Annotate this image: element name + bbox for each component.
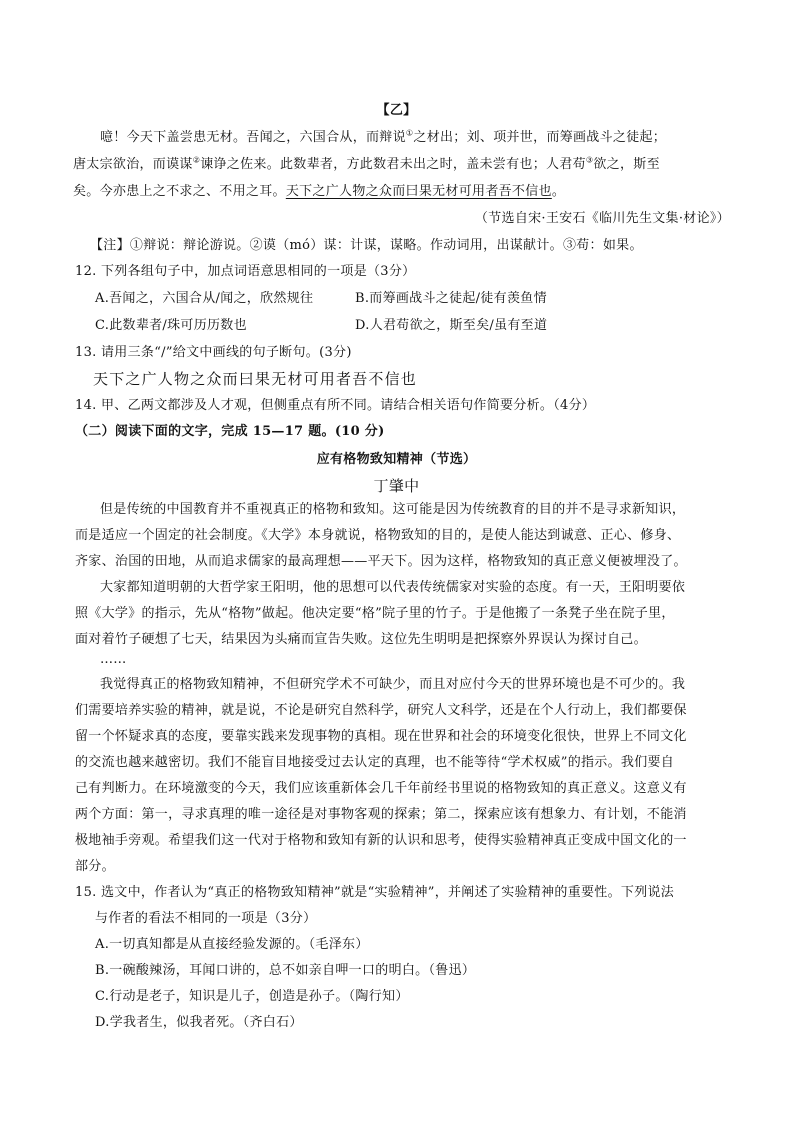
question-15-line-2: 与作者的看法不相同的一项是（3分） [95, 911, 317, 926]
para2-line-1: 大家都知道明朝的大哲学家王阳明，他的思想可以代表传统儒家对实验的态度。有一天，王阳明要依 [100, 580, 686, 595]
passage-text: 之材出；刘、项并世，而筹画战斗之徒起； [413, 130, 667, 145]
article-author: 丁肇中 [373, 477, 420, 495]
passage-text: 谏诤之佐来。此数辈者，方此数君未出之时，盖未尝有也；人君苟 [200, 157, 586, 172]
option-15-b: B.一碗酸辣汤，耳闻口讲的，总不如亲自呷一口的明白。（鲁迅） [95, 963, 476, 978]
question-12: 12. 下列各组句子中，加点词语意思相同的一项是（3分） [75, 264, 416, 279]
option-12-c: C.此数辈者/珠可历历数也 [95, 318, 247, 333]
underlined-sentence: 天下之广人物之众而曰果无材可用者吾不信也 [285, 184, 552, 199]
para3-line-3: 留一个怀疑求真的态度，要靠实践来发现事物的真相。现在世界和社会的环境变化很快，世界上不同文化 [75, 729, 687, 744]
option-12-d: D.人君苟欲之，斯至矣/虽有至道 [355, 318, 548, 333]
passage-yi-line-2 [73, 155, 660, 175]
para3-line-7: 极地袖手旁观。希望我们这一代对于格物和致知有新的认识和思考，使得实验精神真正变成中国文化的一 [75, 833, 687, 848]
section-2-heading: （二）阅读下面的文字，完成 15—17 题。(10 分) [75, 424, 385, 439]
option-15-a: A.一切真知都是从直接经验发源的。（毛泽东） [95, 937, 369, 952]
para3-line-2: 们需要培养实验的精神，就是说，不论是研究自然科学，研究人文科学，还是在个人行动上，我们都要保 [75, 703, 687, 718]
passage-text: 。 [551, 184, 566, 199]
para3-line-1: 我觉得真正的格物致知精神，不但研究学术不可缺少，而且对应付今天的世界环境也是不可少的。我 [100, 677, 686, 692]
passage-yi-line-3 [73, 182, 565, 202]
para2-line-2: 照《大学》的指示，先从“格物”做起。他决定要“格”院子里的竹子。于是他搬了一条凳子坐在院子里， [75, 606, 675, 621]
para2-line-3: 面对着竹子硬想了七天，结果因为头痛而宣告失败。这位先生明明是把探察外界误认为探讨自己。 [75, 632, 647, 647]
question-13-sentence: 天下之广人物之众而曰果无材可用者吾不信也 [93, 370, 418, 388]
article-title: 应有格物致知精神（节选） [316, 452, 477, 467]
option-12-a: A.吾闻之，六国合从/闻之，欣然规往 [95, 291, 314, 306]
para3-line-4: 的交流也越来越密切。我们不能盲目地接受过去认定的真理，也不能等待“学术权威”的指示。我们要自 [75, 755, 675, 770]
annotation-notes: 【注】①辩说：辩论游说。②谟（mó）谋：计谋，谋略。作动词用，出谋献计。③苟：如果。 [90, 238, 643, 253]
passage-text: 欲之，斯至 [593, 157, 660, 172]
passage-yi-line-1 [100, 128, 666, 148]
option-15-c: C.行动是老子，知识是儿子，创造是孙子。（陶行知） [95, 989, 409, 1004]
para3-line-5: 己有判断力。在环境激变的今天，我们应该重新体会几千年前经书里说的格物致知的真正意义。这意义有 [75, 781, 687, 796]
section-heading-yi: 【乙】 [376, 103, 417, 118]
passage-text: 噫！今天下盖尝患无材。吾闻之，六国合从，而辩说 [100, 130, 406, 145]
option-12-b: B.而筹画战斗之徒起/徒有羡鱼情 [355, 291, 547, 306]
para1-line-3: 齐家、治国的田地，从而追求儒家的最高理想——平天下。因为这样，格物致知的真正意义便被埋没了。 [75, 554, 687, 569]
para1-line-2: 而是适应一个固定的社会制度。《大学》本身就说，格物致知的目的，是使人能达到诚意、正心、修身、 [75, 528, 681, 543]
para3-line-8: 部分。 [75, 859, 115, 874]
option-15-d: D.学我者生，似我者死。（齐白石） [95, 1015, 303, 1030]
footnote-marker: ③ [585, 155, 594, 165]
passage-source: （节选自宋·王安石《临川先生文集·材论》） [474, 211, 730, 226]
passage-text: 唐太宗欲治，而谟谋 [73, 157, 193, 172]
footnote-marker: ② [192, 155, 201, 165]
question-13: 13. 请用三条“/”给文中画线的句子断句。(3分) [75, 345, 352, 360]
para3-line-6: 两个方面：第一，寻求真理的唯一途径是对事物客观的探索；第二，探索应该有想象力、有计划，不能消 [75, 807, 687, 822]
question-15-line-1: 15. 选文中，作者认为“真正的格物致知精神”就是“实验精神”，并阐述了实验精神的重要性。下列说法 [75, 885, 675, 900]
question-14: 14. 甲、乙两文都涉及人才观，但侧重点有所不同。请结合相关语句作简要分析。（4分） [75, 398, 596, 413]
footnote-marker: ① [405, 128, 414, 138]
passage-text: 矣。今亦患上之不求之、不用之耳。 [73, 184, 286, 199]
para1-line-1: 但是传统的中国教育并不重视真正的格物和致知。这可能是因为传统教育的目的并不是寻求新知识， [100, 502, 686, 517]
ellipsis: …… [100, 652, 127, 667]
